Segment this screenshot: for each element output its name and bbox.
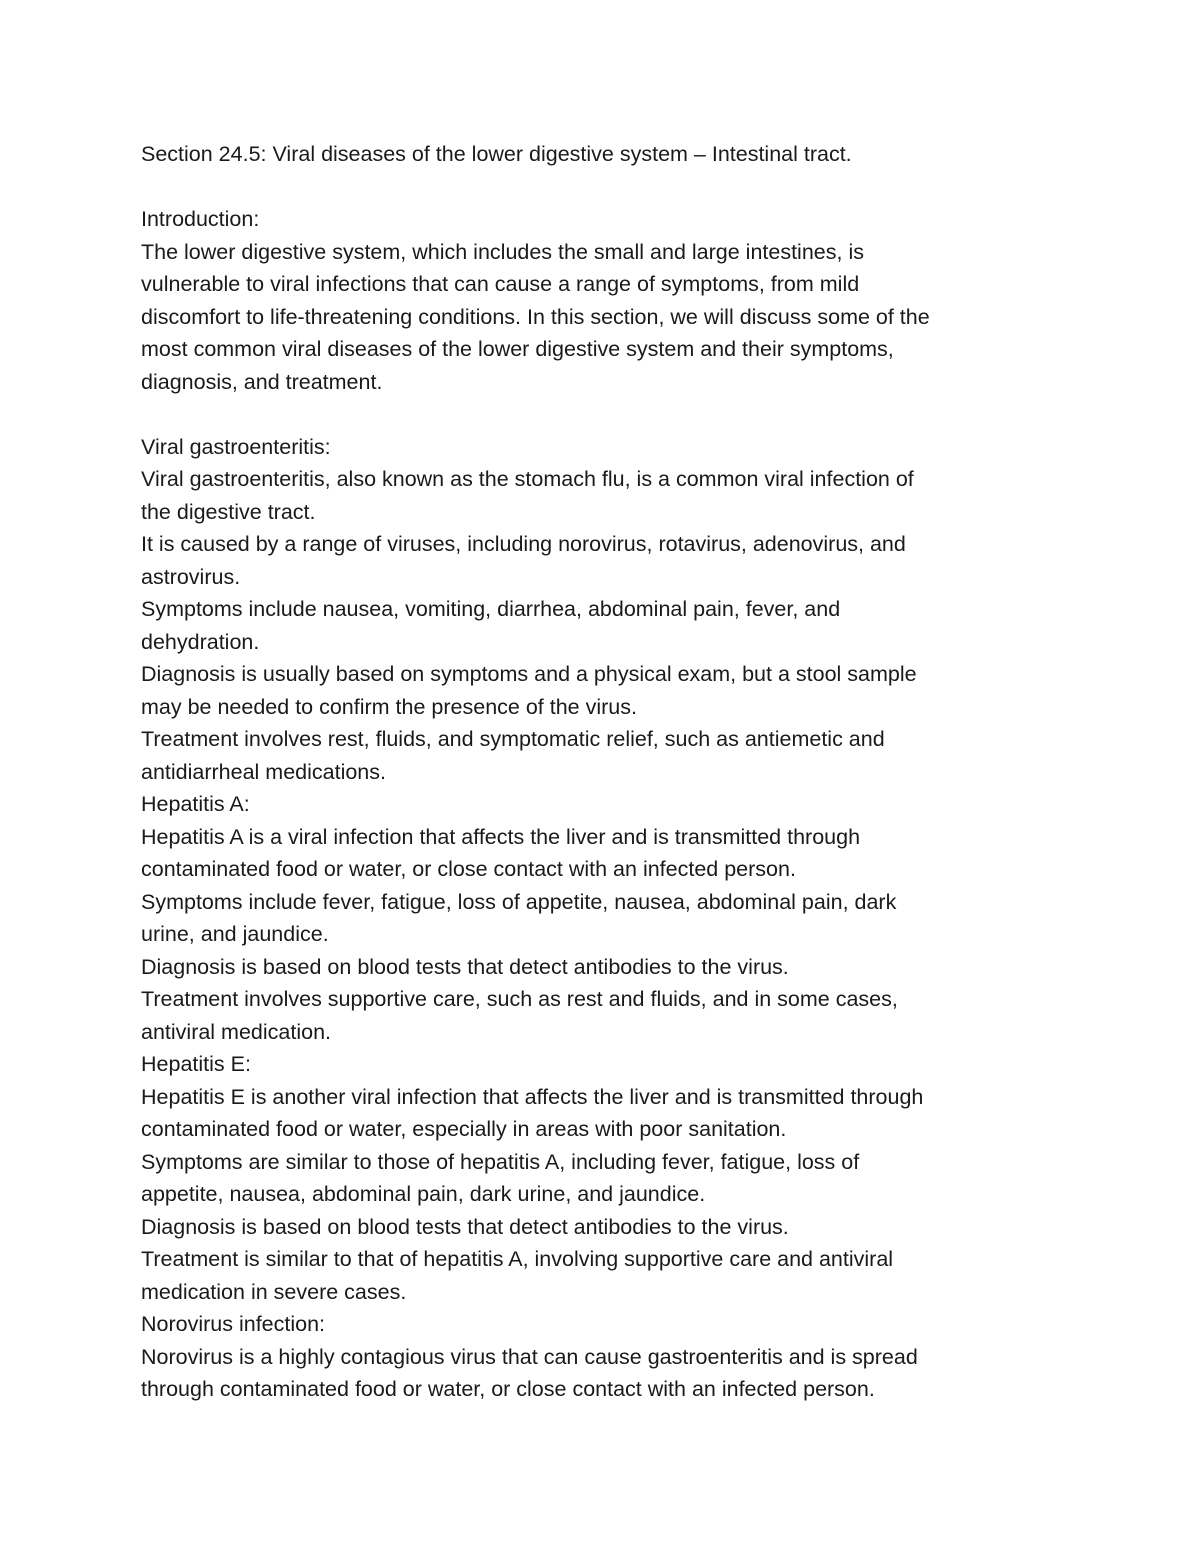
hepatitis-a-line: Diagnosis is based on blood tests that detect antibodies to the virus. — [141, 954, 789, 979]
hepatitis-a-line: Symptoms include fever, fatigue, loss of appetite, nausea, abdominal pain, dark — [141, 889, 897, 914]
hepatitis-a-line: Hepatitis A is a viral infection that affects the liver and is transmitted through — [141, 824, 861, 849]
introduction-line: vulnerable to viral infections that can cause a range of symptoms, from mild — [141, 272, 860, 296]
gastroenteritis-line: astrovirus. — [141, 564, 241, 589]
hepatitis-a-line: contaminated food or water, or close contact with an infected person. — [141, 857, 796, 881]
gastroenteritis-line: Symptoms include nausea, vomiting, diarrhea, abdominal pain, fever, and — [141, 597, 841, 621]
spacer — [141, 171, 1071, 204]
hepatitis-a-line: antiviral medication. — [141, 1019, 332, 1044]
norovirus-line: Norovirus is a highly contagious virus that can cause gastroenteritis and is spread — [141, 1344, 918, 1369]
hepatitis-e-heading: Hepatitis E: — [141, 1052, 251, 1076]
spacer — [141, 398, 1071, 431]
hepatitis-a-line: urine, and jaundice. — [141, 922, 329, 946]
introduction-line: diagnosis, and treatment. — [141, 369, 383, 394]
norovirus-line: through contaminated food or water, or close contact with an infected person. — [141, 1377, 875, 1401]
hepatitis-e-line: contaminated food or water, especially in areas with poor sanitation. — [141, 1117, 787, 1141]
gastroenteritis-line: antidiarrheal medications. — [141, 759, 386, 784]
document-title: Section 24.5: Viral diseases of the lower digestive system – Intestinal tract. — [141, 142, 852, 166]
hepatitis-a-heading: Hepatitis A: — [141, 792, 250, 816]
introduction-line: The lower digestive system, which includes the small and large intestines, is — [141, 239, 864, 264]
gastroenteritis-line: may be needed to confirm the presence of the virus. — [141, 694, 637, 719]
document-page — [141, 138, 1071, 1406]
gastroenteritis-line: dehydration. — [141, 629, 260, 654]
norovirus-heading: Norovirus infection: — [141, 1312, 326, 1336]
gastroenteritis-line: the digestive tract. — [141, 499, 316, 524]
gastroenteritis-line: Diagnosis is usually based on symptoms and a physical exam, but a stool sample — [141, 662, 917, 686]
hepatitis-e-line: Hepatitis E is another viral infection that affects the liver and is transmitted through — [141, 1084, 924, 1109]
gastroenteritis-line: Viral gastroenteritis, also known as the stomach flu, is a common viral infection of — [141, 467, 914, 491]
hepatitis-e-line: medication in severe cases. — [141, 1279, 407, 1304]
hepatitis-e-line: Diagnosis is based on blood tests that detect antibodies to the virus. — [141, 1214, 789, 1239]
hepatitis-e-line: Treatment is similar to that of hepatitis A, involving supportive care and antiviral — [141, 1247, 894, 1271]
hepatitis-e-line: Symptoms are similar to those of hepatitis A, including fever, fatigue, loss of — [141, 1149, 860, 1174]
introduction-line: discomfort to life-threatening conditions. In this section, we will discuss some of the — [141, 304, 930, 329]
introduction-heading: Introduction: — [141, 207, 260, 231]
introduction-line: most common viral diseases of the lower digestive system and their symptoms, — [141, 337, 894, 361]
hepatitis-a-line: Treatment involves supportive care, such as rest and fluids, and in some cases, — [141, 987, 898, 1011]
hepatitis-e-line: appetite, nausea, abdominal pain, dark urine, and jaundice. — [141, 1182, 706, 1206]
gastroenteritis-line: It is caused by a range of viruses, including norovirus, rotavirus, adenovirus, and — [141, 532, 906, 556]
gastroenteritis-heading: Viral gastroenteritis: — [141, 434, 331, 459]
gastroenteritis-line: Treatment involves rest, fluids, and symptomatic relief, such as antiemetic and — [141, 727, 885, 751]
